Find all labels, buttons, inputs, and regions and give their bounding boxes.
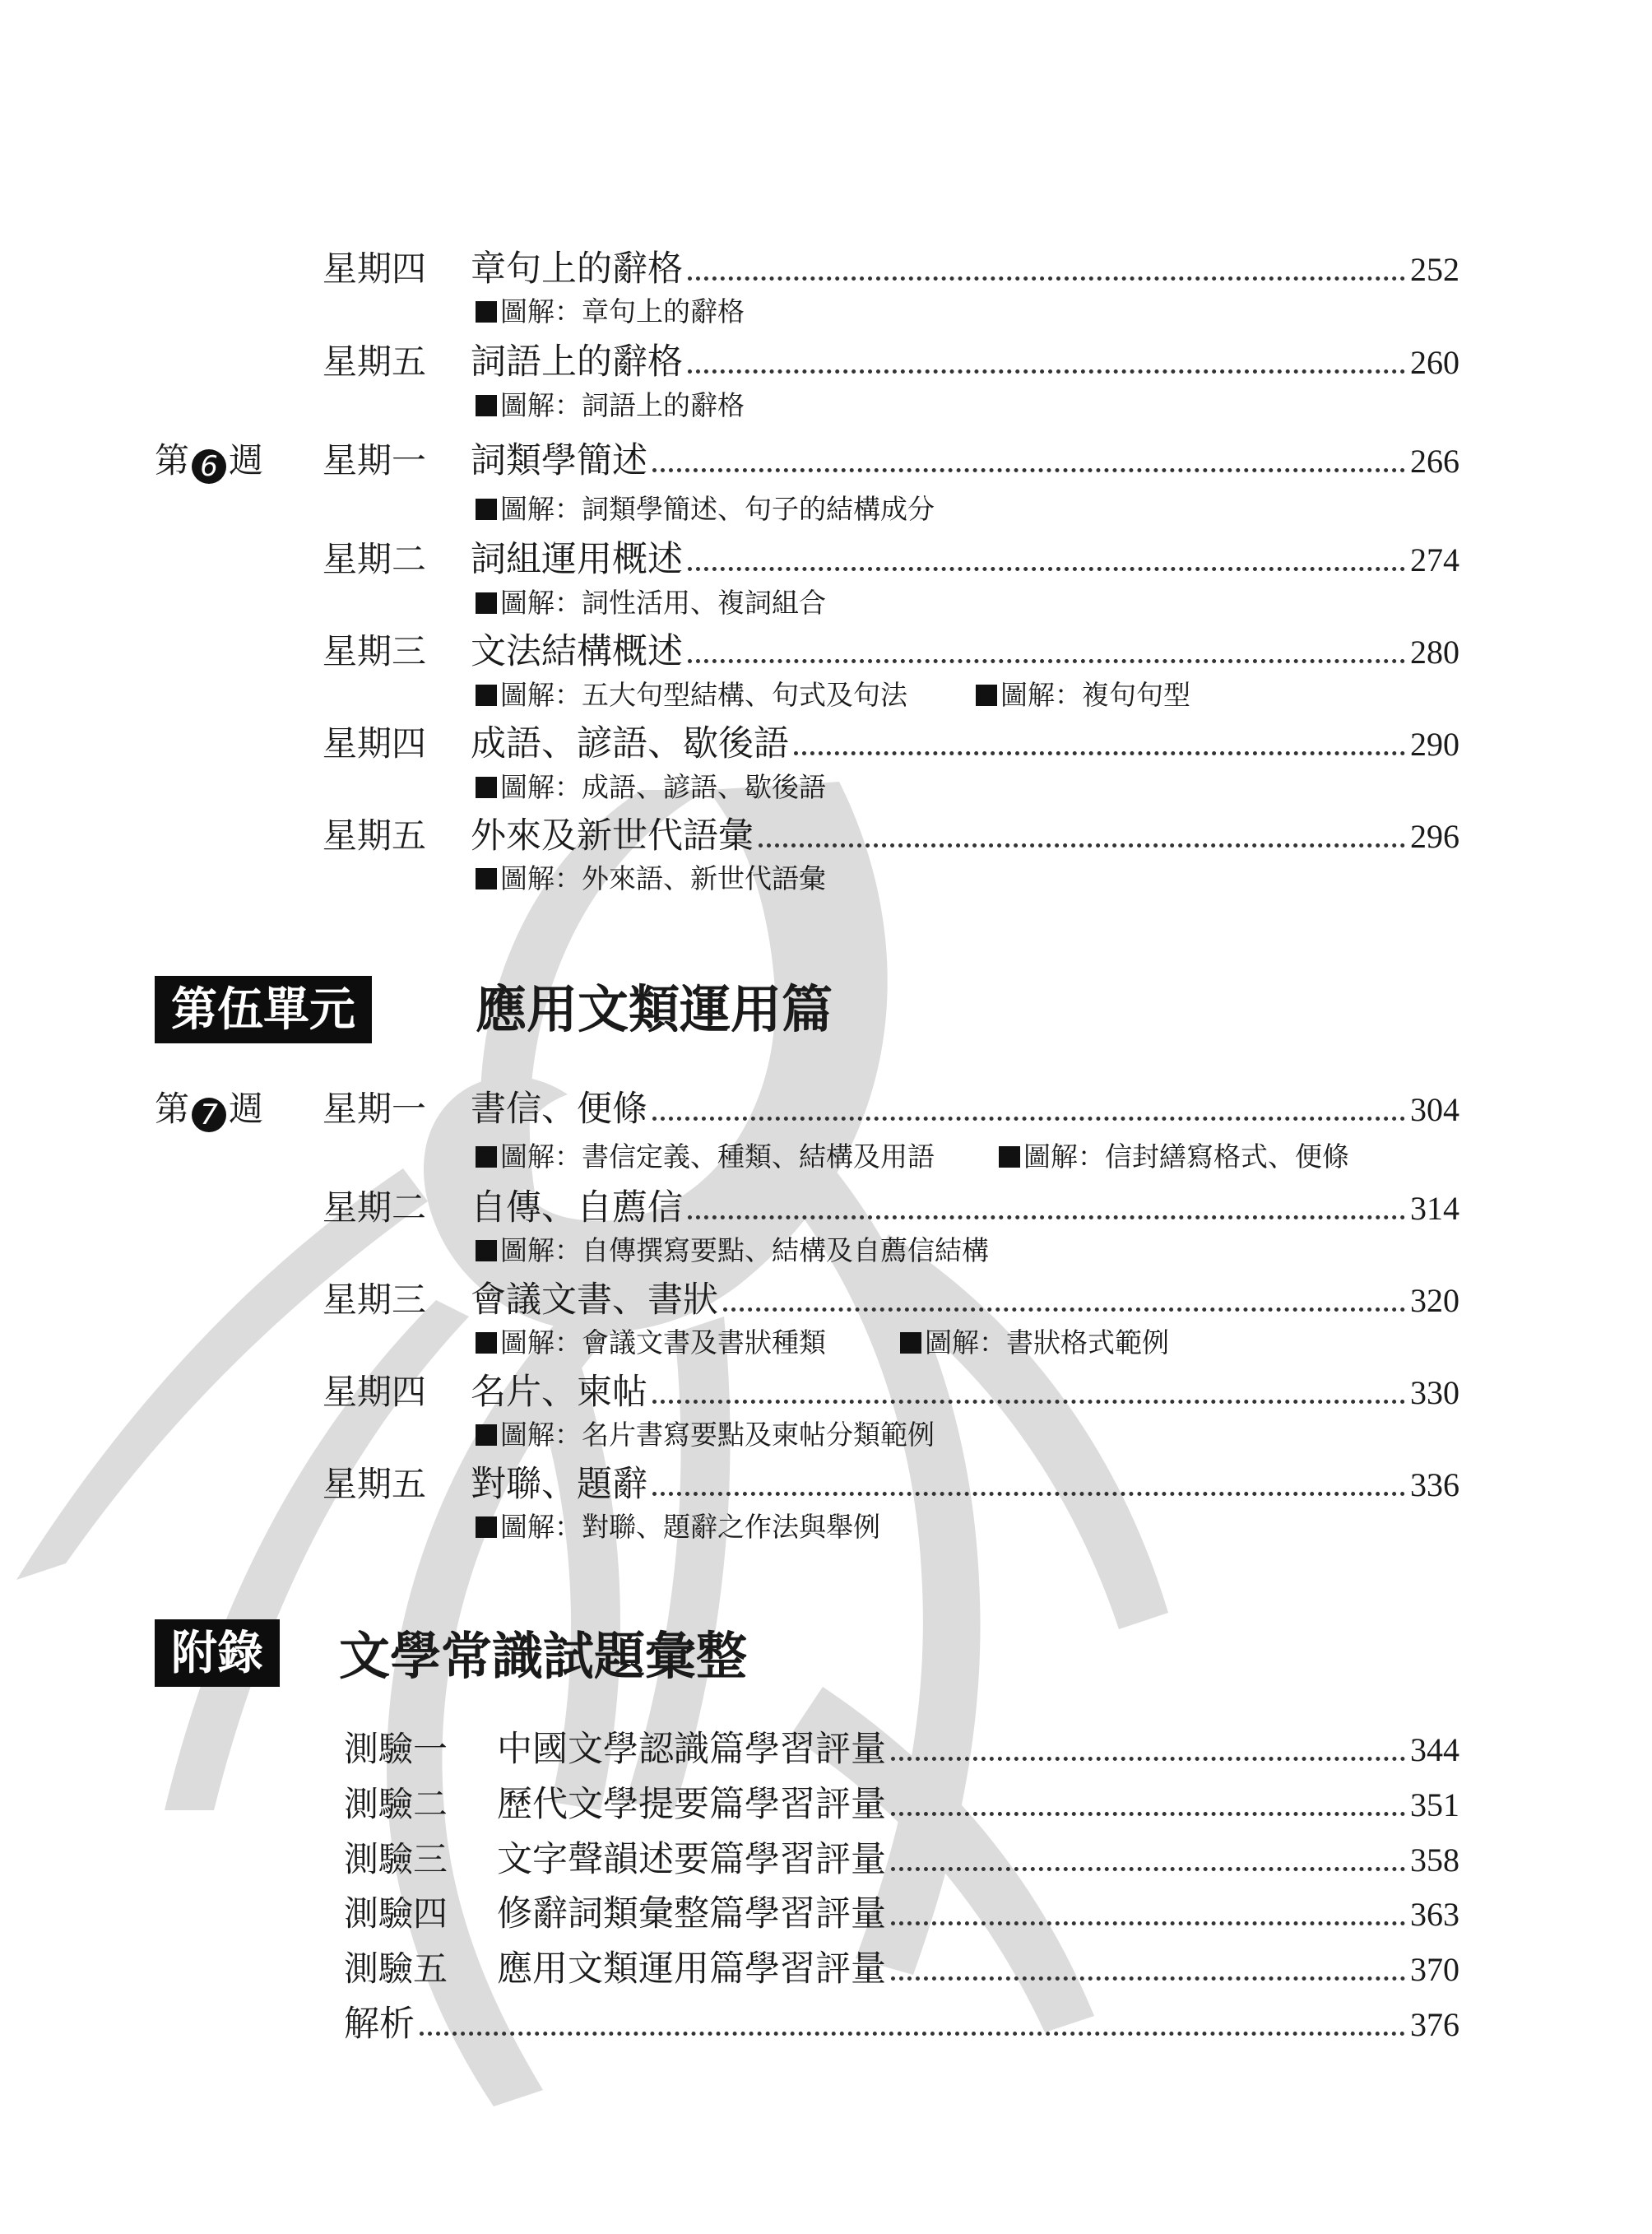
toc-entry[interactable]	[471, 1460, 1459, 1509]
unit-banner: 第伍單元	[155, 976, 372, 1043]
entry-title: 詞組運用概述	[471, 539, 683, 580]
dot-leader	[688, 369, 1405, 374]
page-number: 314	[1410, 1190, 1459, 1227]
entry-title: 歷代文學提要篇學習評量	[497, 1784, 886, 1825]
dot-leader	[652, 1491, 1405, 1496]
toc-entry[interactable]	[471, 436, 1459, 485]
entry-title: 詞類學簡述	[471, 440, 647, 481]
diagram-note: 圖解：複句句型	[976, 677, 1190, 713]
page-number: 358	[1410, 1842, 1459, 1879]
dot-leader	[723, 1307, 1405, 1312]
quiz-label: 測驗五	[344, 1948, 448, 1989]
quiz-label: 測驗一	[344, 1729, 448, 1769]
diagram-note: 圖解：詞類學簡述、句子的結構成分	[476, 491, 935, 527]
dot-leader	[688, 566, 1405, 571]
diagram-note: 圖解：章句上的辭格	[476, 294, 745, 330]
quiz-label: 測驗三	[344, 1839, 448, 1879]
entry-title: 名片、柬帖	[471, 1372, 647, 1413]
diagram-note: 圖解：成語、諺語、歇後語	[476, 769, 826, 806]
week-7-label: 第 7 週	[155, 1089, 264, 1131]
diagram-note: 圖解：會議文書及書狀種類	[476, 1325, 826, 1361]
square-bullet-icon	[476, 499, 497, 520]
square-bullet-icon	[476, 1424, 497, 1446]
dot-leader	[652, 467, 1405, 472]
dot-leader	[652, 1399, 1405, 1404]
dot-leader	[652, 1116, 1405, 1121]
weekday-label: 星期五	[323, 1464, 427, 1504]
week-number-badge: 7	[192, 1098, 226, 1132]
entry-title: 修辭詞類彙整篇學習評量	[497, 1893, 886, 1934]
weekday-label: 星期一	[323, 1089, 427, 1129]
entry-title: 應用文類運用篇學習評量	[497, 1948, 886, 1990]
diagram-note: 圖解：外來語、新世代語彙	[476, 861, 826, 897]
toc-entry[interactable]	[471, 535, 1459, 584]
diagram-note: 圖解：詞語上的辭格	[476, 388, 745, 424]
weekday-label: 星期一	[323, 440, 427, 481]
page-number: 280	[1410, 634, 1459, 671]
entry-title: 文字聲韻述要篇學習評量	[497, 1839, 886, 1880]
diagram-note: 圖解：名片書寫要點及柬帖分類範例	[476, 1417, 935, 1453]
page-number: 336	[1410, 1466, 1459, 1503]
toc-entry[interactable]	[497, 1944, 1459, 1994]
entry-title: 章句上的辭格	[471, 248, 683, 290]
page-number: 376	[1410, 2006, 1459, 2043]
entry-title: 解析	[344, 2004, 415, 2045]
toc-entry[interactable]	[471, 1183, 1459, 1233]
page-number: 296	[1410, 818, 1459, 855]
square-bullet-icon	[476, 777, 497, 798]
page-number: 344	[1410, 1731, 1459, 1768]
week-number-badge: 6	[192, 449, 226, 484]
toc-entry[interactable]	[497, 1889, 1459, 1939]
square-bullet-icon	[476, 592, 497, 614]
page-number: 260	[1410, 344, 1459, 381]
page-number: 266	[1410, 443, 1459, 480]
square-bullet-icon	[476, 1516, 497, 1538]
entry-title: 文法結構概述	[471, 631, 683, 672]
entry-title: 自傳、自薦信	[471, 1187, 683, 1228]
toc-entry[interactable]	[344, 1999, 1459, 2049]
dot-leader	[794, 750, 1405, 755]
page-number: 274	[1410, 541, 1459, 578]
weekday-label: 星期三	[323, 631, 427, 671]
diagram-note: 圖解：書信定義、種類、結構及用語	[476, 1139, 935, 1175]
toc-entry[interactable]	[471, 1275, 1459, 1325]
diagram-note: 圖解：對聯、題辭之作法與舉例	[476, 1509, 880, 1545]
entry-title: 中國文學認識篇學習評量	[497, 1729, 886, 1770]
diagram-note: 圖解：信封繕寫格式、便條	[999, 1139, 1349, 1175]
toc-entry[interactable]	[471, 719, 1459, 769]
toc-entry[interactable]	[497, 1725, 1459, 1774]
square-bullet-icon	[476, 1332, 497, 1354]
diagram-note: 圖解：書狀格式範例	[900, 1325, 1169, 1361]
page-number: 351	[1410, 1786, 1459, 1823]
square-bullet-icon	[900, 1332, 921, 1354]
toc-entry[interactable]	[497, 1780, 1459, 1829]
dot-leader	[688, 658, 1405, 663]
weekday-label: 星期二	[323, 539, 427, 579]
entry-title: 會議文書、書狀	[471, 1280, 718, 1321]
entry-title: 詞語上的辭格	[471, 341, 683, 383]
dot-leader	[891, 1920, 1405, 1925]
dot-leader	[759, 843, 1405, 848]
square-bullet-icon	[476, 868, 497, 889]
entry-title: 成語、諺語、歇後語	[471, 723, 789, 764]
weekday-label: 星期五	[323, 341, 427, 382]
toc-entry[interactable]	[471, 1368, 1459, 1417]
toc-entry[interactable]	[471, 337, 1459, 387]
unit-title: 應用文類運用篇	[476, 979, 833, 1039]
toc-entry[interactable]	[471, 811, 1459, 861]
dot-leader	[891, 1976, 1405, 1981]
square-bullet-icon	[476, 1240, 497, 1261]
weekday-label: 星期五	[323, 815, 427, 856]
dot-leader	[688, 1215, 1405, 1219]
square-bullet-icon	[476, 685, 497, 706]
square-bullet-icon	[476, 301, 497, 323]
dot-leader	[891, 1811, 1405, 1816]
page-number: 304	[1410, 1091, 1459, 1128]
diagram-note: 圖解：詞性活用、複詞組合	[476, 585, 826, 621]
entry-title: 外來及新世代語彙	[471, 815, 754, 857]
appendix-title: 文學常識試題彙整	[339, 1626, 748, 1686]
diagram-note: 圖解：自傳撰寫要點、結構及自薦信結構	[476, 1233, 989, 1269]
week-6-label: 第 6 週	[155, 440, 264, 483]
quiz-label: 測驗四	[344, 1893, 448, 1934]
weekday-label: 星期四	[323, 248, 427, 289]
page-number: 290	[1410, 726, 1459, 763]
entry-title: 書信、便條	[471, 1089, 647, 1130]
entry-title: 對聯、題辭	[471, 1464, 647, 1505]
toc-entry[interactable]	[471, 1084, 1459, 1134]
weekday-label: 星期四	[323, 1372, 427, 1412]
toc-entry[interactable]	[497, 1835, 1459, 1884]
weekday-label: 星期二	[323, 1187, 427, 1228]
page-number: 370	[1410, 1951, 1459, 1988]
dot-leader	[891, 1866, 1405, 1871]
square-bullet-icon	[476, 395, 497, 416]
appendix-banner: 附錄	[155, 1619, 280, 1687]
dot-leader	[891, 1756, 1405, 1761]
page-number: 320	[1410, 1282, 1459, 1319]
dot-leader	[688, 276, 1405, 281]
toc-entry[interactable]	[471, 244, 1459, 294]
page-number: 252	[1410, 251, 1459, 288]
page-number: 363	[1410, 1896, 1459, 1933]
square-bullet-icon	[999, 1146, 1020, 1168]
weekday-label: 星期三	[323, 1280, 427, 1320]
dot-leader	[420, 2031, 1405, 2036]
square-bullet-icon	[976, 685, 997, 706]
page-number: 330	[1410, 1374, 1459, 1411]
toc-entry[interactable]	[471, 627, 1459, 676]
quiz-label: 測驗二	[344, 1784, 448, 1824]
weekday-label: 星期四	[323, 723, 427, 764]
square-bullet-icon	[476, 1146, 497, 1168]
diagram-note: 圖解：五大句型結構、句式及句法	[476, 677, 907, 713]
